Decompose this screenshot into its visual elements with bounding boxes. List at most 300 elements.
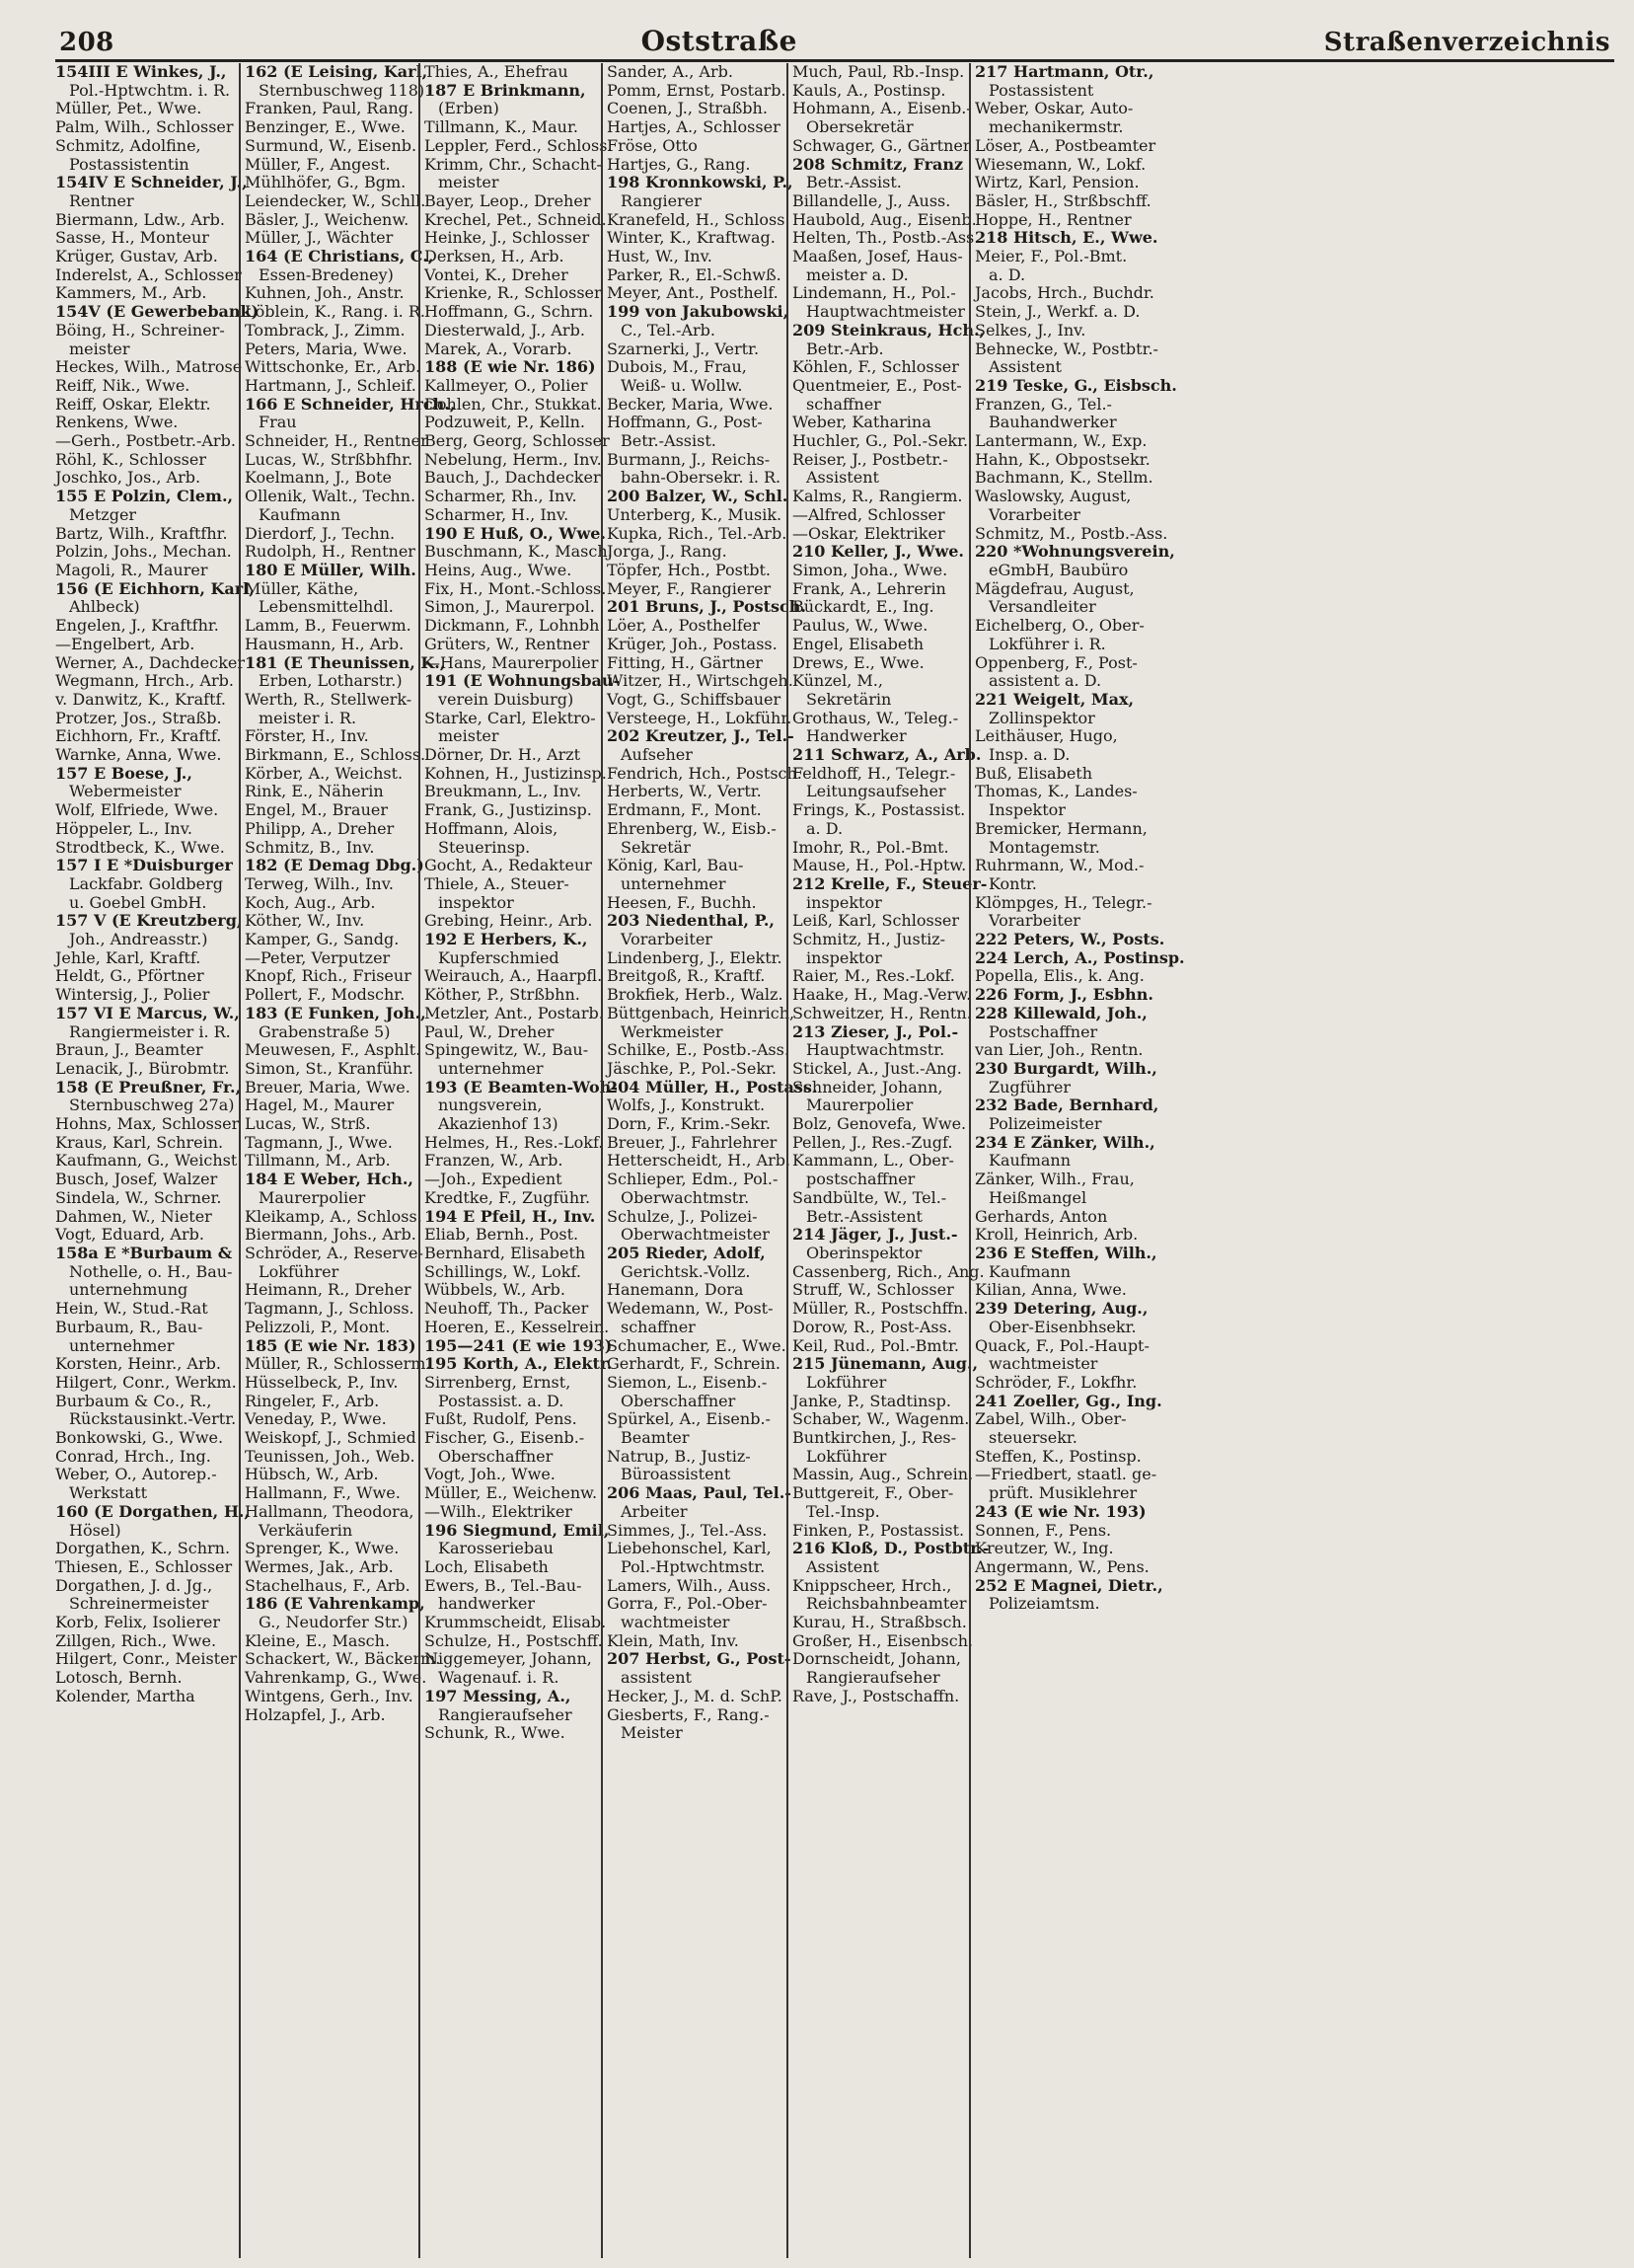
directory-entry-line: Schlieper, Edm., Pol.-	[607, 1170, 779, 1189]
directory-entry-line: Marek, A., Vorarb.	[424, 339, 572, 358]
directory-entry-line: Raier, M., Res.-Lokf.	[792, 966, 955, 986]
directory-entry-line: Reiser, J., Postbetr.-	[792, 449, 948, 469]
directory-entry-line: Hanemann, Dora	[607, 1280, 744, 1300]
directory-entry-line: Reiff, Nik., Wwe.	[55, 375, 190, 395]
directory-entry-line: Burbaum & Co., R.,	[55, 1391, 212, 1410]
directory-entry-line: unternehmer	[621, 873, 726, 893]
directory-entry-line: Böing, H., Schreiner-	[55, 320, 225, 340]
directory-entry-line: Weber, Oskar, Auto-	[975, 99, 1134, 118]
directory-entry-line: Müller, E., Weichenw.	[424, 1483, 598, 1503]
directory-entry-line: Webermeister	[69, 782, 182, 801]
directory-entry-line: Steffen, K., Postinsp.	[975, 1446, 1142, 1466]
directory-entry-line: Hahn, K., Obpostsekr.	[975, 449, 1151, 469]
directory-entry-line: Wolf, Elfriede, Wwe.	[55, 800, 219, 820]
directory-entry-line: Eichelberg, O., Ober-	[975, 616, 1145, 636]
directory-entry-line: Werth, R., Stellwerk-	[245, 689, 412, 709]
directory-entry-line: bahn-Obersekr. i. R.	[621, 468, 781, 488]
directory-entry-line: Vorarbeiter	[621, 930, 712, 949]
directory-entry-line: Steuerinsp.	[438, 837, 531, 857]
directory-entry-line: Postassist. a. D.	[438, 1391, 564, 1410]
directory-entry-line: Obersekretär	[806, 117, 914, 137]
directory-entry-line: Ober-Eisenbhsekr.	[989, 1317, 1137, 1336]
directory-entry-line: Hauptwachtmstr.	[806, 1040, 945, 1060]
street-title: Oststraße	[640, 25, 797, 57]
directory-entry-line: Paul, W., Dreher	[424, 1021, 555, 1041]
directory-entry-line: Kauls, A., Postinsp.	[792, 80, 946, 100]
directory-entry-line: Liebehonschel, Karl,	[607, 1539, 772, 1558]
directory-entry-line: Mägdefrau, August,	[975, 578, 1135, 598]
directory-entry-line: Wübbels, W., Arb.	[424, 1280, 565, 1300]
directory-entry-line: Kammers, M., Arb.	[55, 283, 207, 303]
directory-entry-line: Müller, R., Postschffn.	[792, 1299, 969, 1319]
directory-entry-line: 154III E Winkes, J.,	[55, 62, 227, 81]
directory-entry-line: 164 (E Christians, C.,	[245, 247, 434, 266]
directory-entry-line: Holzapfel, J., Arb.	[245, 1704, 386, 1724]
directory-entry-line: Betr.-Assistent	[806, 1206, 923, 1226]
directory-entry-line: Polizeimeister	[989, 1114, 1102, 1134]
directory-entry-line: Finken, P., Postassist.	[792, 1520, 965, 1540]
directory-entry-line: meister i. R.	[259, 708, 357, 727]
directory-entry-line: Kaufmann	[989, 1261, 1072, 1281]
directory-entry-line: Polizeiamtsm.	[989, 1594, 1100, 1614]
directory-entry-line: Metzler, Ant., Postarb.	[424, 1003, 604, 1022]
directory-entry-line: meister	[438, 173, 499, 192]
directory-entry-line: Meuwesen, F., Asphlt.	[245, 1040, 421, 1060]
directory-entry-line: Schulze, H., Postschff.	[424, 1630, 603, 1650]
directory-entry-line: Eichhorn, Fr., Kraftf.	[55, 726, 222, 746]
directory-entry-line: Hallmann, F., Wwe.	[245, 1483, 401, 1503]
directory-entry-line: Polzin, Johs., Mechan.	[55, 542, 232, 562]
directory-entry-line: prüft. Musiklehrer	[989, 1483, 1138, 1503]
directory-entry-line: Schröder, A., Reserve-	[245, 1244, 423, 1262]
directory-entry-line: Mühlhöfer, G., Bgm.	[245, 173, 407, 192]
directory-entry-line: van Lier, Joh., Rentn.	[975, 1040, 1144, 1060]
directory-entry-line: Fitting, H., Gärtner	[607, 652, 763, 672]
directory-entry-line: 219 Teske, G., Eisbsch.	[975, 375, 1177, 395]
directory-entry-line: Starke, Carl, Elektro-	[424, 708, 596, 727]
directory-entry-line: 210 Keller, J., Wwe.	[792, 542, 964, 562]
directory-entry-line: Joschko, Jos., Arb.	[55, 468, 201, 488]
directory-entry-line: Künzel, M.,	[792, 671, 883, 691]
directory-entry-line: Neuhoff, Th., Packer	[424, 1299, 589, 1319]
directory-entry-line: —Joh., Expedient	[424, 1170, 562, 1189]
directory-entry-line: Sonnen, F., Pens.	[975, 1520, 1112, 1540]
directory-entry-line: Feldhoff, H., Telegr.-	[792, 763, 956, 783]
directory-entry-line: Engel, M., Brauer	[245, 800, 388, 820]
directory-entry-line: Lokführer i. R.	[989, 634, 1106, 653]
directory-entry-line: 166 E Schneider, Hrch.,	[245, 394, 456, 414]
directory-entry-line: Betr.-Arb.	[806, 339, 884, 358]
directory-entry-line: Meyer, Ant., Posthelf.	[607, 283, 779, 303]
directory-entry-line: Bäsler, J., Weichenw.	[245, 209, 409, 229]
directory-entry-line: 220 *Wohnungsverein,	[975, 542, 1175, 562]
directory-entry-line: Bauhandwerker	[989, 413, 1117, 432]
directory-entry-line: Bolz, Genovefa, Wwe.	[792, 1114, 967, 1134]
directory-entry-line: Versandleiter	[989, 597, 1096, 617]
directory-entry-line: Kalms, R., Rangierm.	[792, 487, 963, 506]
directory-entry-line: (Erben)	[438, 99, 499, 118]
directory-entry-line: Lenacik, J., Bürobmtr.	[55, 1058, 230, 1078]
directory-entry-line: Kolender, Martha	[55, 1686, 195, 1705]
column-2	[239, 62, 456, 2258]
directory-entry-line: Köther, P., Strßbhn.	[424, 985, 580, 1005]
directory-entry-line: Vorarbeiter	[989, 504, 1080, 524]
directory-entry-line: Berg, Georg, Schlosser	[424, 431, 610, 451]
directory-entry-line: Thies, A., Ehefrau	[424, 62, 568, 81]
directory-entry-line: Giesberts, F., Rang.-	[607, 1704, 770, 1724]
directory-entry-line: Hohns, Max, Schlosser	[55, 1114, 240, 1134]
directory-entry-line: Wedemann, W., Post-	[607, 1299, 774, 1319]
directory-entry-line: Nebelung, Herm., Inv.	[424, 449, 602, 469]
directory-entry-line: Krüger, Gustav, Arb.	[55, 247, 218, 266]
directory-entry-line: Burmann, J., Reichs-	[607, 449, 771, 469]
directory-entry-line: 155 E Polzin, Clem.,	[55, 487, 234, 506]
directory-entry-line: Bartz, Wilh., Kraftfhr.	[55, 523, 228, 543]
directory-entry-line: Jorga, J., Rang.	[607, 542, 727, 562]
directory-entry-line: Kaufmann	[989, 1151, 1072, 1171]
directory-entry-line: Simmes, J., Tel.-Ass.	[607, 1520, 768, 1540]
directory-entry-line: Fix, H., Mont.-Schloss.	[424, 578, 607, 598]
directory-entry-line: Wittschonke, Er., Arb.	[245, 357, 421, 377]
directory-entry-line: Sandbülte, W., Tel.-	[792, 1187, 947, 1207]
directory-entry-line: Sekretärin	[806, 689, 892, 709]
directory-entry-line: 157 V (E Kreutzberg,	[55, 911, 243, 931]
directory-entry-line: Knopf, Rich., Friseur	[245, 966, 411, 986]
directory-entry-line: Müller, R., Schlosserm.	[245, 1354, 431, 1374]
directory-entry-line: Eliab, Bernh., Post.	[424, 1225, 579, 1245]
directory-entry-line: Braun, J., Beamter	[55, 1040, 203, 1060]
directory-entry-line: Winter, K., Kraftwag.	[607, 228, 776, 248]
directory-entry-line: Dohlen, Chr., Stukkat.	[424, 394, 602, 414]
directory-entry-line: Lucas, W., Strßbhfhr.	[245, 449, 413, 469]
directory-entry-line: Hoppe, H., Rentner	[975, 209, 1132, 229]
directory-entry-line: 181 (E Theunissen, K.,	[245, 652, 446, 672]
directory-entry-line: Oberschaffner	[438, 1446, 554, 1466]
directory-entry-line: Maurerpolier	[806, 1096, 914, 1115]
directory-entry-line: Müller, Käthe,	[245, 578, 359, 598]
directory-entry-line: 200 Balzer, W., Schl.	[607, 487, 788, 506]
directory-entry-line: Ollenik, Walt., Techn.	[245, 487, 416, 506]
directory-columns	[55, 63, 1614, 2258]
directory-entry-line: Erdmann, F., Mont.	[607, 800, 762, 820]
directory-entry-line: Sprenger, K., Wwe.	[245, 1539, 400, 1558]
directory-entry-line: Heckes, Wilh., Matrose	[55, 357, 243, 377]
directory-entry-line: Dahmen, W., Nieter	[55, 1206, 212, 1226]
directory-entry-line: Janke, P., Stadtinsp.	[792, 1391, 951, 1410]
directory-entry-line: Buschmann, K., Masch.	[424, 542, 613, 562]
directory-entry-line: 211 Schwarz, A., Arb.	[792, 745, 982, 765]
column-4	[601, 62, 818, 2258]
directory-entry-line: Schreinermeister	[69, 1594, 209, 1614]
directory-entry-line: Fischer, G., Eisenb.-	[424, 1428, 585, 1448]
directory-entry-line: Vontei, K., Dreher	[424, 265, 568, 284]
directory-entry-line: Joh., Andreasstr.)	[69, 930, 208, 949]
directory-entry-line: C., Tel.-Arb.	[621, 320, 715, 340]
directory-entry-line: Heins, Aug., Wwe.	[424, 560, 572, 579]
directory-entry-line: Burbaum, R., Bau-	[55, 1317, 203, 1336]
directory-entry-line: Tillmann, K., Maur.	[424, 117, 578, 137]
directory-entry-line: Korb, Felix, Isolierer	[55, 1613, 220, 1632]
directory-entry-line: 228 Killewald, Joh.,	[975, 1003, 1148, 1022]
page-header	[59, 18, 1610, 57]
directory-entry-line: Assistent	[806, 468, 879, 488]
directory-entry-line: Frings, K., Postassist.	[792, 800, 966, 820]
directory-entry-line: Hoeren, E., Kesselrein.	[424, 1317, 610, 1336]
directory-entry-line: Versteege, H., Lokführ.	[607, 708, 792, 727]
directory-entry-line: 188 (E wie Nr. 186)	[424, 357, 596, 377]
directory-entry-line: assistent a. D.	[989, 671, 1102, 691]
directory-entry-line: Pol.-Hptwchtm. i. R.	[69, 80, 231, 100]
directory-entry-line: Leppler, Ferd., Schloss.	[424, 135, 613, 155]
directory-entry-line: Palm, Wilh., Schlosser	[55, 117, 234, 137]
directory-entry-line: Hoffmann, G., Schrn.	[424, 302, 594, 322]
directory-entry-line: 252 E Magnei, Dietr.,	[975, 1575, 1163, 1595]
directory-entry-line: Dorgathen, J. d. Jg.,	[55, 1575, 213, 1595]
directory-entry-line: König, Karl, Bau-	[607, 856, 744, 875]
directory-entry-line: Müller, J., Wächter	[245, 228, 394, 248]
directory-entry-line: Buntkirchen, J., Res-	[792, 1428, 957, 1448]
directory-entry-line: Selkes, J., Inv.	[975, 320, 1086, 340]
directory-entry-line: Simon, J., Maurerpol.	[424, 597, 595, 617]
directory-entry-line: Drews, E., Wwe.	[792, 652, 925, 672]
directory-entry-line: Angermann, W., Pens.	[975, 1556, 1150, 1576]
directory-entry-line: Hartjes, A., Schlosser	[607, 117, 780, 137]
directory-entry-line: Simon, St., Kranführ.	[245, 1058, 413, 1078]
directory-entry-line: 195—241 (E wie 193)	[424, 1335, 613, 1355]
directory-entry-line: —Oskar, Elektriker	[792, 523, 945, 543]
directory-entry-line: 239 Detering, Aug.,	[975, 1299, 1149, 1319]
directory-entry-line: Lokführer	[806, 1372, 887, 1392]
directory-entry-line: 234 E Zänker, Wilh.,	[975, 1132, 1155, 1152]
directory-entry-line: Lotosch, Bernh.	[55, 1668, 183, 1688]
directory-entry-line: Schneider, Johann,	[792, 1077, 943, 1096]
directory-entry-line: Körber, A., Weichst.	[245, 763, 404, 783]
directory-entry-line: Müller, F., Angest.	[245, 154, 391, 174]
directory-entry-line: Ruhrmann, W., Mod.-	[975, 856, 1145, 875]
directory-entry-line: Sirrenberg, Ernst,	[424, 1372, 571, 1392]
directory-entry-line: Parker, R., El.-Schwß.	[607, 265, 781, 284]
directory-entry-line: Rückstausinkt.-Vertr.	[69, 1409, 237, 1429]
column-6	[969, 62, 1185, 2258]
directory-entry-line: Ehrenberg, W., Eisb.-	[607, 818, 777, 838]
directory-entry-line: Oberwachtmstr.	[621, 1187, 750, 1207]
directory-entry-line: 157 E Boese, J.,	[55, 763, 192, 783]
directory-entry-line: Krechel, Pet., Schneid.	[424, 209, 607, 229]
directory-entry-line: Oberinspektor	[806, 1244, 923, 1262]
directory-entry-line: Huchler, G., Pol.-Sekr.	[792, 431, 969, 451]
directory-entry-line: Krienke, R., Schlosser	[424, 283, 602, 303]
directory-entry-line: 218 Hitsch, E., Wwe.	[975, 228, 1158, 248]
directory-entry-line: Schmitz, M., Postb.-Ass.	[975, 523, 1168, 543]
directory-entry-line: Lindenberg, J., Elektr.	[607, 947, 782, 967]
directory-entry-line: 198 Kronnkowski, P.,	[607, 173, 793, 192]
directory-entry-line: Bremicker, Hermann,	[975, 818, 1148, 838]
directory-entry-line: Simon, Joha., Wwe.	[792, 560, 948, 579]
directory-entry-line: Natrup, B., Justiz-	[607, 1446, 751, 1466]
directory-entry-line: Kleikamp, A., Schloss.	[245, 1206, 422, 1226]
directory-entry-line: Franzen, W., Arb.	[424, 1151, 563, 1171]
directory-entry-line: Szarnerki, J., Vertr.	[607, 339, 760, 358]
directory-entry-line: Schmitz, Adolfine,	[55, 135, 201, 155]
directory-entry-line: Pol.-Hptwchtmstr.	[621, 1556, 766, 1576]
directory-entry-line: Waslowsky, August,	[975, 487, 1132, 506]
directory-entry-line: Lokführer	[259, 1261, 339, 1281]
directory-entry-line: Löblein, K., Rang. i. R.	[245, 302, 425, 322]
directory-entry-line: 216 Kloß, D., Postbtr.-	[792, 1539, 990, 1558]
directory-entry-line: Hagel, M., Maurer	[245, 1096, 395, 1115]
directory-entry-line: Stickel, A., Just.-Ang.	[792, 1058, 962, 1078]
directory-entry-line: meister	[438, 726, 499, 746]
directory-entry-line: 157 I E *Duisburger	[55, 856, 233, 875]
directory-entry-line: Krimm, Chr., Schacht-	[424, 154, 602, 174]
directory-entry-line: Sindela, W., Schrner.	[55, 1187, 222, 1207]
directory-entry-line: Becker, Maria, Wwe.	[607, 394, 774, 414]
directory-entry-line: —Wilh., Elektriker	[424, 1501, 572, 1521]
directory-entry-line: Sander, A., Arb.	[607, 62, 733, 81]
page-number: 208	[59, 28, 114, 57]
directory-entry-line: Montagemstr.	[989, 837, 1100, 857]
directory-entry-line: Kreutzer, W., Ing.	[975, 1539, 1114, 1558]
directory-entry-line: Breuer, J., Fahrlehrer	[607, 1132, 778, 1152]
directory-entry-line: —Peter, Verputzer	[245, 947, 391, 967]
directory-entry-line: 158a E *Burbaum &	[55, 1244, 233, 1262]
column-1	[55, 62, 260, 2258]
directory-entry-line: verein Duisburg)	[438, 689, 574, 709]
directory-entry-line: Heimann, R., Dreher	[245, 1280, 411, 1300]
directory-entry-line: 183 (E Funken, Joh.,	[245, 1003, 426, 1022]
directory-entry-line: Tillmann, M., Arb.	[245, 1151, 391, 1171]
directory-entry-line: Keil, Rud., Pol.-Bmtr.	[792, 1335, 959, 1355]
directory-entry-line: steuersekr.	[989, 1428, 1077, 1448]
directory-entry-line: Niggemeyer, Johann,	[424, 1649, 592, 1669]
directory-entry-line: Wegmann, Hrch., Arb.	[55, 671, 234, 691]
directory-entry-line: Fendrich, Hch., Postsch.	[607, 763, 802, 783]
directory-entry-line: Ewers, B., Tel.-Bau-	[424, 1575, 582, 1595]
directory-entry-line: Sekretär	[621, 837, 691, 857]
directory-entry-line: Schillings, W., Lokf.	[424, 1261, 581, 1281]
directory-entry-line: Kupferschmied	[438, 947, 559, 967]
directory-entry-line: Vogt, Eduard, Arb.	[55, 1225, 204, 1245]
directory-entry-line: Coenen, J., Straßbh.	[607, 99, 768, 118]
directory-entry-line: Renkens, Wwe.	[55, 413, 179, 432]
directory-entry-line: a. D.	[989, 265, 1026, 284]
directory-entry-line: Oberschaffner	[621, 1391, 736, 1410]
directory-entry-line: Wolfs, J., Konstrukt.	[607, 1096, 766, 1115]
directory-entry-line: Brokfiek, Herb., Walz.	[607, 985, 783, 1005]
directory-entry-line: Schaber, W., Wagenm.	[792, 1409, 970, 1429]
directory-entry-line: Weber, Katharina	[792, 413, 931, 432]
directory-entry-line: Werner, A., Dachdecker	[55, 652, 246, 672]
directory-entry-line: Großer, H., Eisenbsch.	[792, 1630, 974, 1650]
directory-entry-line: 184 E Weber, Hch.,	[245, 1170, 413, 1189]
directory-entry-line: Kilian, Anna, Wwe.	[975, 1280, 1127, 1300]
directory-entry-line: 241 Zoeller, Gg., Ing.	[975, 1391, 1162, 1410]
directory-entry-line: Scharmer, H., Inv.	[424, 504, 569, 524]
directory-entry-line: Postassistentin	[69, 154, 189, 174]
directory-entry-line: Rave, J., Postschaffn.	[792, 1686, 960, 1705]
directory-entry-line: Weirauch, A., Haarpfl.	[424, 966, 603, 986]
directory-entry-line: 205 Rieder, Adolf,	[607, 1244, 766, 1262]
directory-entry-line: Pollert, F., Modschr.	[245, 985, 406, 1005]
directory-entry-line: Stein, J., Werkf. a. D.	[975, 302, 1141, 322]
directory-entry-line: —Engelbert, Arb.	[55, 634, 195, 653]
directory-entry-line: Sasse, H., Monteur	[55, 228, 209, 248]
directory-entry-line: Haubold, Aug., Eisenb.	[792, 209, 977, 229]
directory-entry-line: Fröse, Otto	[607, 135, 698, 155]
directory-entry-line: Bayer, Leop., Dreher	[424, 190, 591, 210]
directory-entry-line: Oppenberg, F., Post-	[975, 652, 1138, 672]
directory-entry-line: Bernhard, Elisabeth	[424, 1244, 586, 1262]
directory-entry-line: Kuhnen, Joh., Anstr.	[245, 283, 405, 303]
directory-entry-line: Zillgen, Rich., Wwe.	[55, 1630, 217, 1650]
directory-entry-line: Schmitz, H., Justiz-	[792, 930, 946, 949]
directory-entry-line: Rangierer	[621, 190, 702, 210]
directory-entry-line: Heinke, J., Schlosser	[424, 228, 590, 248]
directory-entry-line: Thiele, A., Steuer-	[424, 873, 569, 893]
directory-entry-line: Bachmann, K., Stellm.	[975, 468, 1153, 488]
directory-entry-line: Büroassistent	[621, 1465, 731, 1484]
directory-entry-line: —Friedbert, staatl. ge-	[975, 1465, 1157, 1484]
directory-entry-line: Rink, E., Näherin	[245, 782, 384, 801]
directory-entry-line: Werkmeister	[621, 1021, 723, 1041]
directory-entry-line: 215 Jünemann, Aug.,	[792, 1354, 979, 1374]
directory-entry-line: Rangiermeister i. R.	[69, 1021, 231, 1041]
directory-entry-line: Assistent	[806, 1556, 879, 1576]
directory-entry-line: Klömpges, H., Telegr.-	[975, 892, 1152, 912]
directory-entry-line: Podzuweit, P., Kelln.	[424, 413, 586, 432]
directory-entry-line: Rudolph, H., Rentner	[245, 542, 415, 562]
directory-entry-line: 158 (E Preußner, Fr.,	[55, 1077, 242, 1096]
directory-entry-line: Zollinspektor	[989, 708, 1095, 727]
directory-entry-line: Kaufmann	[259, 504, 341, 524]
directory-entry-line: Kamper, G., Sandg.	[245, 930, 400, 949]
directory-entry-line: Dickmann, F., Lohnbh.	[424, 616, 605, 636]
directory-entry-line: 154V (E Gewerbebank)	[55, 302, 260, 322]
directory-entry-line: Buttgereit, F., Ober-	[792, 1483, 954, 1503]
directory-entry-line: Sternbuschweg 27a)	[69, 1096, 235, 1115]
directory-entry-line: Metzger	[69, 504, 137, 524]
directory-entry-line: 222 Peters, W., Posts.	[975, 930, 1165, 949]
directory-entry-line: Kredtke, F., Zugführ.	[424, 1187, 591, 1207]
directory-entry-line: Derksen, H., Arb.	[424, 247, 564, 266]
directory-entry-line: Breuer, Maria, Wwe.	[245, 1077, 410, 1096]
directory-entry-line: meister a. D.	[806, 265, 909, 284]
directory-entry-line: 232 Bade, Bernhard,	[975, 1096, 1159, 1115]
directory-entry-line: Schneider, H., Rentner	[245, 431, 428, 451]
directory-entry-line: Hübsch, W., Arb.	[245, 1465, 379, 1484]
directory-entry-line: Kammann, L., Ober-	[792, 1151, 954, 1171]
directory-entry-line: Kraus, Karl, Schrein.	[55, 1132, 224, 1152]
directory-entry-line: Weber, O., Autorep.-	[55, 1465, 217, 1484]
directory-entry-line: unternehmer	[69, 1335, 175, 1355]
directory-entry-line: Imohr, R., Pol.-Bmt.	[792, 837, 949, 857]
directory-entry-line: inspektor	[438, 892, 514, 912]
directory-entry-line: Warnke, Anna, Wwe.	[55, 745, 222, 765]
directory-entry-line: Dorgathen, K., Schrn.	[55, 1539, 231, 1558]
directory-entry-line: Unterberg, K., Musik.	[607, 504, 782, 524]
directory-entry-line: Rangieraufseher	[806, 1668, 940, 1688]
directory-entry-line: 213 Zieser, J., Pol.-	[792, 1021, 959, 1041]
directory-entry-line: Essen-Bredeney)	[259, 265, 394, 284]
directory-entry-line: wachtmeister	[989, 1354, 1098, 1374]
directory-entry-line: Cassenberg, Rich., Ang.	[792, 1261, 985, 1281]
directory-entry-line: Hösel)	[69, 1520, 121, 1540]
directory-entry-line: Insp. a. D.	[989, 745, 1071, 765]
directory-entry-line: Struff, W., Schlosser	[792, 1280, 954, 1300]
directory-entry-line: Strodtbeck, K., Wwe.	[55, 837, 225, 857]
directory-entry-line: 186 (E Vahrenkamp,	[245, 1594, 425, 1614]
directory-entry-line: Heesen, F., Buchh.	[607, 892, 757, 912]
